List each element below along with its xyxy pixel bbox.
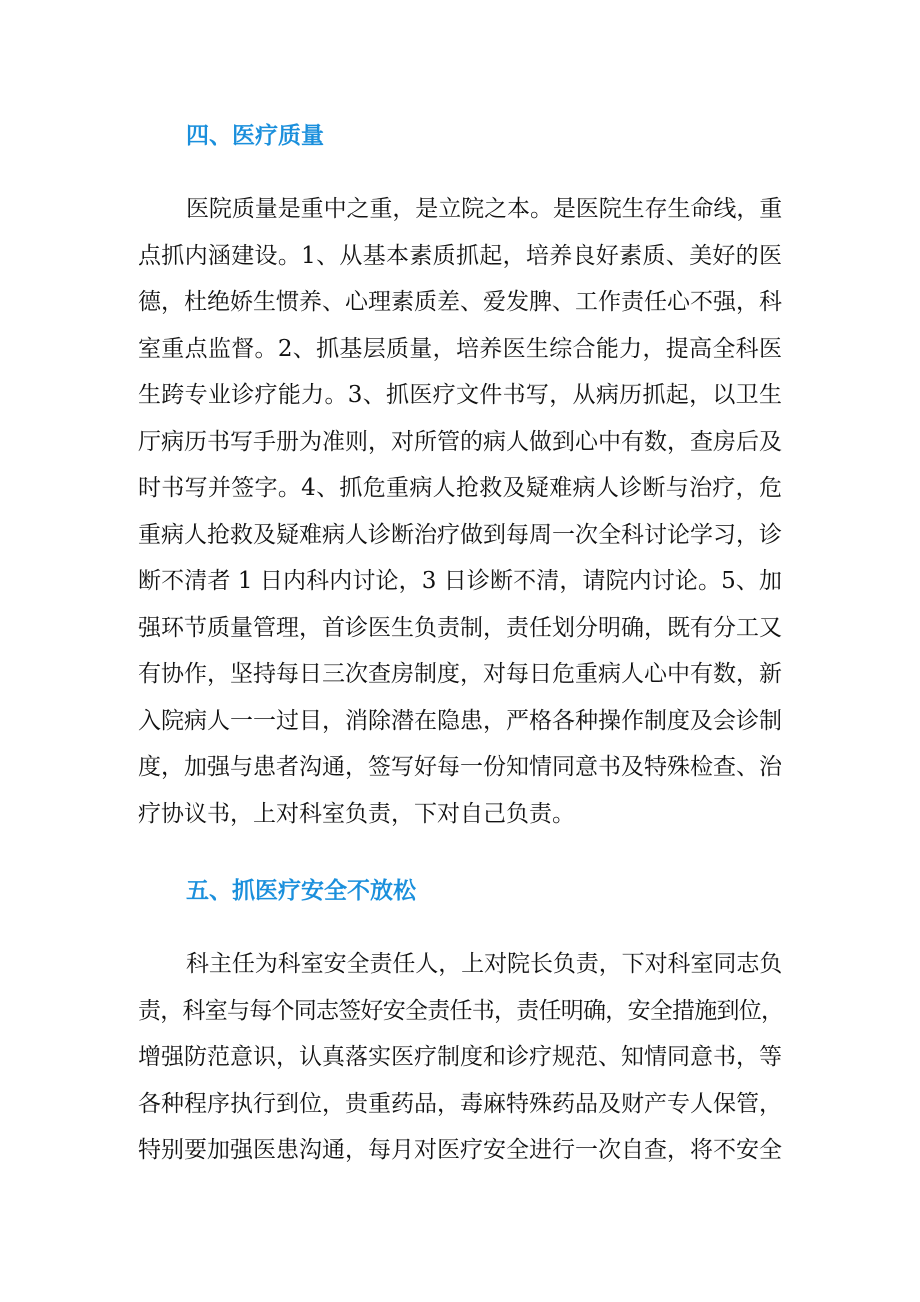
text-line: 度，加强与患者沟通，签写好每一份知情同意书及特殊检查、治 (138, 754, 782, 780)
section-heading-medical-safety: 五、抓医疗安全不放松 (186, 878, 416, 904)
text-line: 点抓内涵建设。1、从基本素质抓起，培养良好素质、美好的医 (138, 242, 782, 269)
text-line: 增强防范意识，认真落实医疗制度和诊疗规范、知情同意书，等 (138, 1044, 782, 1070)
text-line: 医院质量是重中之重，是立院之本。是医院生存生命线，重 (186, 196, 782, 222)
text-line: 时书写并签字。4、抓危重病人抢救及疑难病人诊断与治疗，危 (138, 475, 782, 501)
document-body (138, 110, 782, 1174)
text-line: 入院病人一一过目，消除潜在隐患，严格各种操作制度及会诊制 (138, 707, 782, 734)
text-line: 厅病历书写手册为准则，对所管的病人做到心中有数，查房后及 (138, 428, 782, 455)
paragraph-medical-safety (138, 941, 782, 1174)
text-line: 特别要加强医患沟通，每月对医疗安全进行一次自查，将不安全 (138, 1137, 782, 1163)
text-line: 科主任为科室安全责任人，上对院长负责，下对科室同志负 (186, 951, 782, 977)
text-line: 室重点监督。2、抓基层质量，培养医生综合能力，提高全科医 (138, 335, 782, 362)
text-line: 德，杜绝娇生惯养、心理素质差、爱发脾、工作责任心不强，科 (138, 289, 782, 315)
text-line: 有协作，坚持每日三次查房制度，对每日危重病人心中有数，新 (138, 661, 782, 687)
text-line: 强环节质量管理，首诊医生负责制，责任划分明确，既有分工又 (138, 614, 782, 641)
text-line: 生跨专业诊疗能力。3、抓医疗文件书写，从病历抓起，以卫生 (138, 382, 782, 408)
text-line: 重病人抢救及疑难病人诊断治疗做到每周一次全科讨论学习，诊 (138, 521, 782, 548)
section-heading-medical-quality: 四、医疗质量 (186, 123, 324, 149)
text-line: 责，科室与每个同志签好安全责任书，责任明确，安全措施到位， (138, 997, 784, 1024)
text-line: 各种程序执行到位，贵重药品，毒麻特殊药品及财产专人保管， (138, 1090, 782, 1117)
paragraph-medical-quality (138, 186, 782, 837)
text-line: 断不清者 1 日内科内讨论，3 日诊断不清，请院内讨论。5、加 (138, 568, 782, 594)
text-line: 疗协议书，上对科室负责，下对自己负责。 (138, 800, 575, 827)
